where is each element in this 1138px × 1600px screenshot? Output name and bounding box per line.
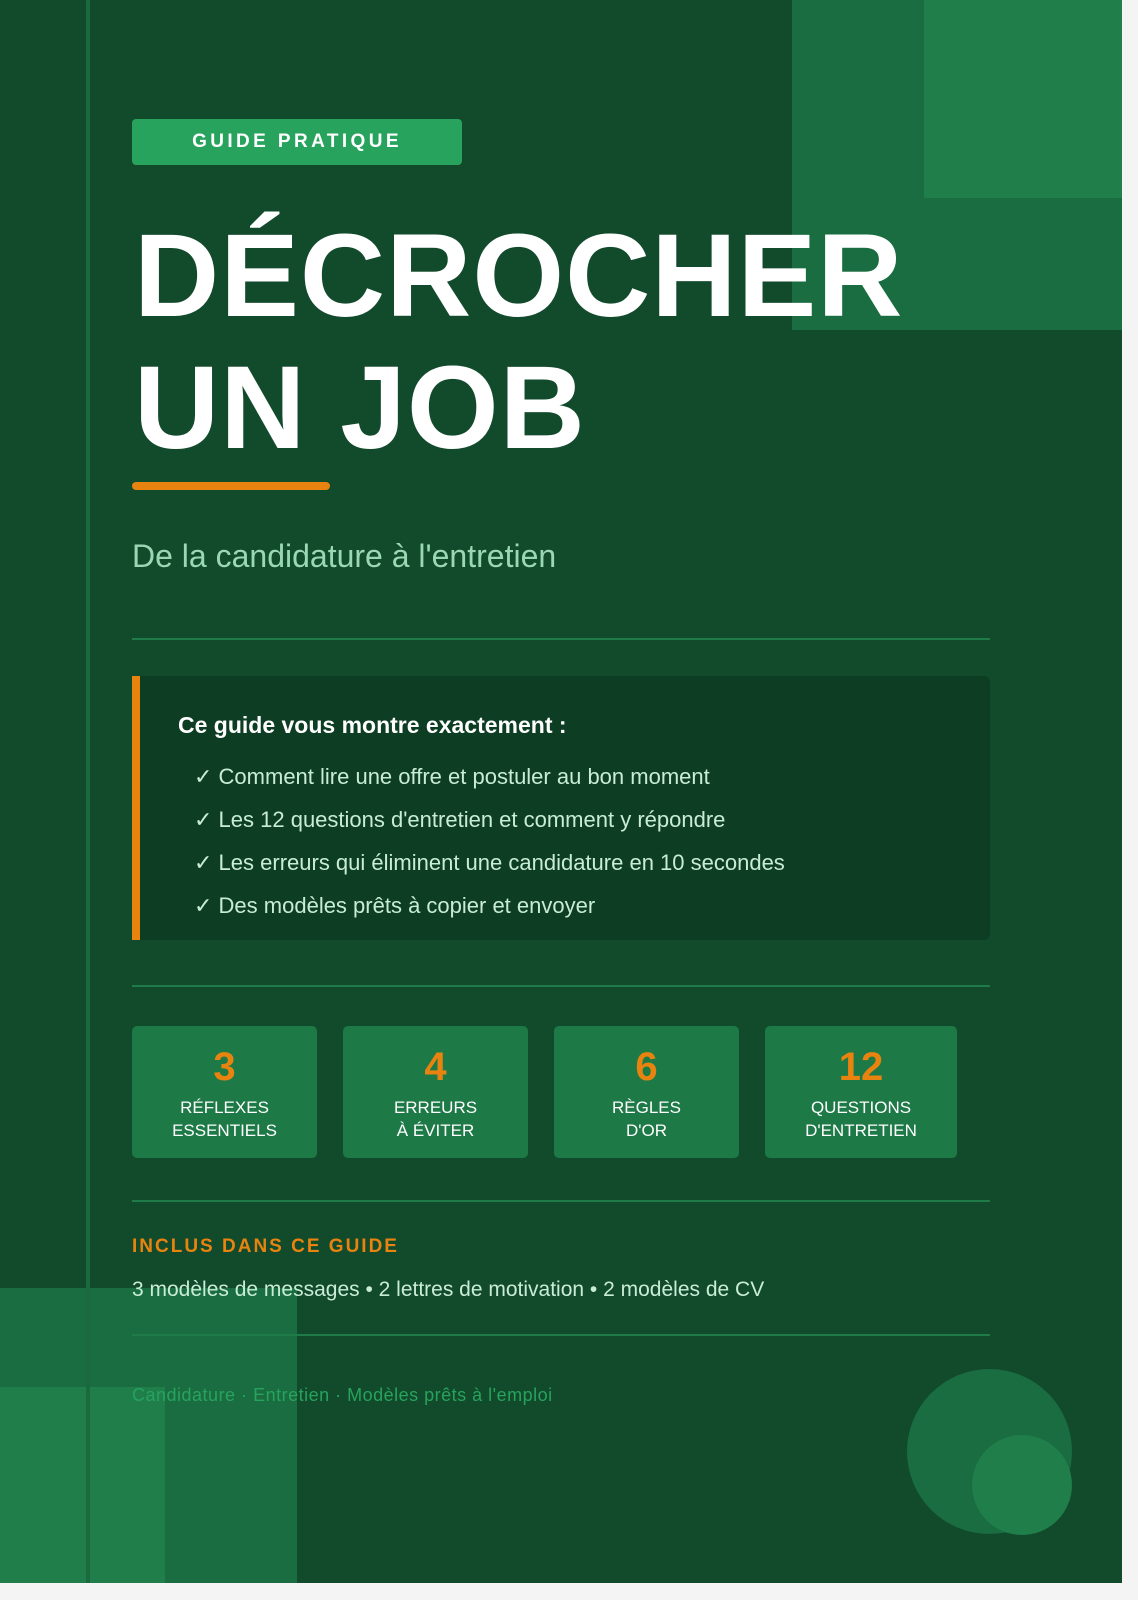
- stat-label: ERREURS À ÉVITER: [393, 1098, 478, 1140]
- summary-item: ✓ Comment lire une offre et postuler au bon moment: [194, 764, 710, 789]
- decor-vertical-line: [86, 0, 90, 1583]
- stat-value: 12: [838, 1045, 884, 1089]
- stat-value: 4: [424, 1045, 447, 1089]
- divider: [132, 985, 990, 987]
- divider: [132, 1334, 990, 1336]
- divider: [132, 1200, 990, 1202]
- cover-subtitle: De la candidature à l'entretien: [132, 538, 557, 574]
- stat-card: [132, 1026, 317, 1158]
- summary-item: ✓ Des modèles prêts à copier et envoyer: [194, 893, 596, 918]
- divider: [132, 638, 990, 640]
- decor-square-top-right-small: [924, 0, 1122, 198]
- cover-title: [134, 210, 904, 474]
- stat-value: 6: [635, 1045, 658, 1089]
- summary-item: ✓ Les 12 questions d'entretien et comment y répondre: [194, 807, 726, 832]
- summary-item: ✓ Les erreurs qui éliminent une candidature en 10 secondes: [194, 850, 785, 875]
- summary-heading: Ce guide vous montre exactement :: [178, 712, 567, 738]
- stat-value: 3: [213, 1045, 236, 1089]
- decor-square-bottom-left-small: [0, 1387, 165, 1583]
- guide-badge: GUIDE PRATIQUE: [132, 119, 462, 165]
- title-line-2: UN JOB: [134, 342, 586, 474]
- stat-label: RÉFLEXES ESSENTIELS: [172, 1098, 277, 1140]
- decor-circle-small: [972, 1435, 1072, 1535]
- stat-card: [343, 1026, 528, 1158]
- stat-card: [765, 1026, 957, 1158]
- stat-label: RÈGLES D'OR: [612, 1098, 681, 1140]
- footer-tags: Candidature · Entretien · Modèles prêts à l'emploi: [132, 1385, 553, 1405]
- summary-list: [194, 764, 785, 936]
- stat-label: QUESTIONS D'ENTRETIEN: [805, 1098, 917, 1140]
- included-heading: INCLUS DANS CE GUIDE: [132, 1236, 399, 1257]
- title-line-1: DÉCROCHER: [134, 210, 904, 342]
- stat-card: [554, 1026, 739, 1158]
- summary-box: [132, 676, 990, 940]
- title-underline: [132, 482, 330, 490]
- included-text: 3 modèles de messages • 2 lettres de motivation • 2 modèles de CV: [132, 1278, 765, 1301]
